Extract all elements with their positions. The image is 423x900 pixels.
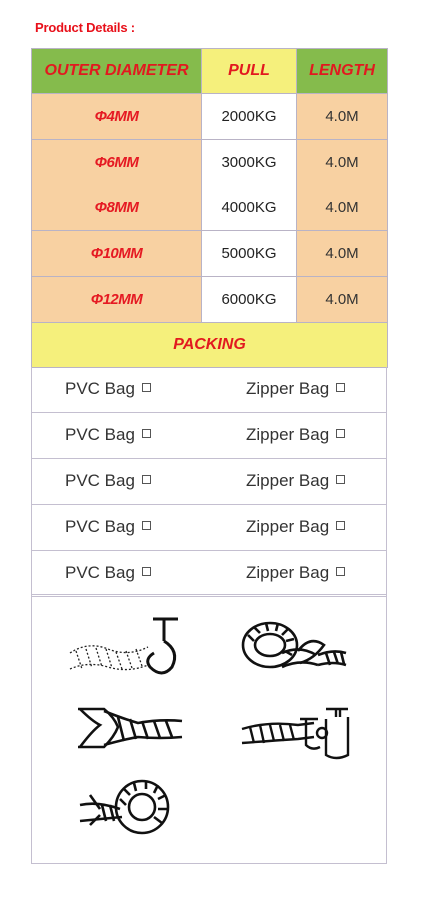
length-cell: 4.0M bbox=[297, 277, 388, 323]
rope-fork-end-icon bbox=[74, 699, 186, 761]
packing-header-row bbox=[32, 323, 388, 368]
spec-table bbox=[31, 48, 388, 368]
pvc-bag-checkbox[interactable] bbox=[142, 429, 151, 438]
packing-row bbox=[31, 459, 387, 505]
length-cell: 4.0M bbox=[297, 185, 388, 231]
pull-cell: 2000KG bbox=[202, 94, 297, 140]
diameter-cell: Φ12MM bbox=[32, 277, 202, 323]
packing-row bbox=[31, 505, 387, 551]
table-row bbox=[32, 185, 388, 231]
zipper-bag-option[interactable] bbox=[246, 517, 345, 537]
pvc-bag-option[interactable] bbox=[65, 471, 151, 491]
packing-row bbox=[31, 413, 387, 459]
table-row bbox=[32, 94, 388, 140]
zipper-bag-option[interactable] bbox=[246, 563, 345, 583]
diameter-cell: Φ10MM bbox=[32, 231, 202, 277]
packing-row bbox=[31, 551, 387, 597]
table-row bbox=[32, 277, 388, 323]
zipper-bag-option[interactable] bbox=[246, 471, 345, 491]
length-cell: 4.0M bbox=[297, 94, 388, 140]
pvc-bag-option[interactable] bbox=[65, 379, 151, 399]
pvc-bag-label: PVC Bag bbox=[65, 517, 135, 536]
pull-cell: 6000KG bbox=[202, 277, 297, 323]
packing-row bbox=[31, 367, 387, 413]
diameter-cell: Φ6MM bbox=[32, 140, 202, 186]
zipper-bag-option[interactable] bbox=[246, 379, 345, 399]
zipper-bag-label: Zipper Bag bbox=[246, 379, 330, 398]
pvc-bag-label: PVC Bag bbox=[65, 379, 135, 398]
diameter-cell: Φ4MM bbox=[32, 94, 202, 140]
pvc-bag-label: PVC Bag bbox=[65, 471, 135, 490]
pull-cell: 5000KG bbox=[202, 231, 297, 277]
diameter-cell: Φ8MM bbox=[32, 185, 202, 231]
pvc-bag-label: PVC Bag bbox=[65, 563, 135, 582]
rope-illustrations bbox=[31, 594, 387, 864]
rope-eye-loop-icon bbox=[76, 775, 174, 851]
pvc-bag-option[interactable] bbox=[65, 563, 151, 583]
spec-header-row bbox=[32, 49, 388, 94]
zipper-bag-checkbox[interactable] bbox=[336, 521, 345, 530]
pvc-bag-option[interactable] bbox=[65, 425, 151, 445]
pvc-bag-option[interactable] bbox=[65, 517, 151, 537]
zipper-bag-label: Zipper Bag bbox=[246, 425, 330, 444]
zipper-bag-label: Zipper Bag bbox=[246, 563, 330, 582]
rope-loop-knot-icon bbox=[238, 615, 350, 685]
length-cell: 4.0M bbox=[297, 140, 388, 186]
rope-hook-icon bbox=[68, 611, 188, 686]
rope-clevis-shackle-icon bbox=[238, 703, 358, 765]
pvc-bag-checkbox[interactable] bbox=[142, 475, 151, 484]
pull-cell: 3000KG bbox=[202, 140, 297, 186]
packing-title: PACKING bbox=[32, 323, 388, 368]
pvc-bag-checkbox[interactable] bbox=[142, 383, 151, 392]
pvc-bag-checkbox[interactable] bbox=[142, 521, 151, 530]
header-length: LENGTH bbox=[297, 49, 388, 94]
zipper-bag-checkbox[interactable] bbox=[336, 429, 345, 438]
zipper-bag-checkbox[interactable] bbox=[336, 475, 345, 484]
zipper-bag-checkbox[interactable] bbox=[336, 383, 345, 392]
zipper-bag-label: Zipper Bag bbox=[246, 471, 330, 490]
table-row bbox=[32, 231, 388, 277]
table-row bbox=[32, 140, 388, 186]
pvc-bag-checkbox[interactable] bbox=[142, 567, 151, 576]
header-pull: PULL bbox=[202, 49, 297, 94]
pull-cell: 4000KG bbox=[202, 185, 297, 231]
pvc-bag-label: PVC Bag bbox=[65, 425, 135, 444]
zipper-bag-label: Zipper Bag bbox=[246, 517, 330, 536]
header-outer-diameter: OUTER DIAMETER bbox=[32, 49, 202, 94]
page-title: Product Details : bbox=[35, 20, 135, 35]
zipper-bag-option[interactable] bbox=[246, 425, 345, 445]
length-cell: 4.0M bbox=[297, 231, 388, 277]
zipper-bag-checkbox[interactable] bbox=[336, 567, 345, 576]
